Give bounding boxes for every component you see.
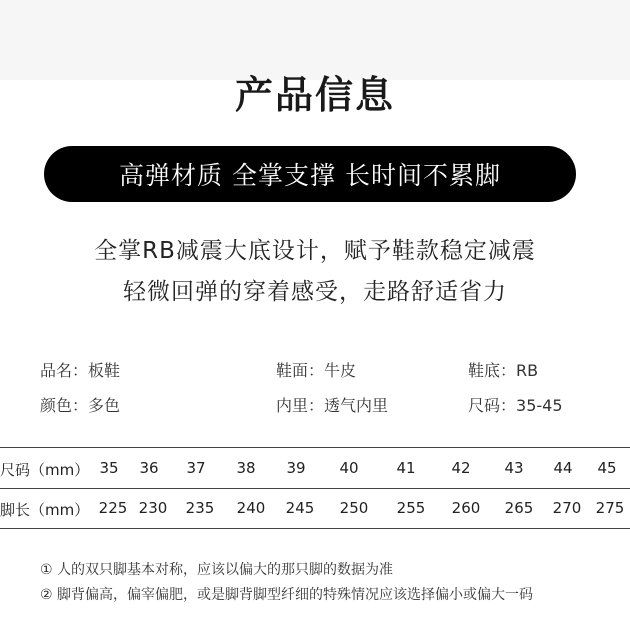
spec-sole — [468, 358, 538, 381]
size-cell: 45 — [597, 459, 617, 477]
page-title: 产品信息 — [234, 73, 395, 117]
description-line: 全掌RB减震大底设计，赋予鞋款稳定减震 — [94, 238, 536, 264]
spec-label: 内里： — [276, 396, 325, 415]
size-cell: 42 — [451, 459, 471, 477]
feature-banner — [44, 146, 576, 202]
size-cell: 35 — [99, 459, 119, 477]
feature-banner-text: 高弹材质 全掌支撑 长时间不累脚 — [119, 161, 501, 190]
spec-size — [468, 393, 563, 416]
size-cell: 44 — [553, 459, 573, 477]
length-cell: 235 — [185, 499, 215, 517]
sizing-note: ② 脚背偏高，偏宰偏肥，或是脚背脚型纤细的特殊情况应该选择偏小或偏大一码 — [40, 587, 533, 603]
table-divider — [0, 528, 630, 529]
size-cell: 43 — [504, 459, 524, 477]
size-cell: 41 — [396, 459, 416, 477]
spec-color — [40, 393, 120, 416]
spec-label: 颜色： — [40, 396, 89, 415]
foot-length-row — [0, 499, 630, 519]
spec-label: 品名： — [40, 361, 89, 380]
sizing-note: ① 人的双只脚基本对称，应该以偏大的那只脚的数据为准 — [40, 562, 393, 578]
length-cell: 275 — [595, 499, 625, 517]
foot-length-row-label: 脚长（mm） — [0, 501, 90, 519]
spec-value: 牛皮 — [324, 361, 357, 380]
description-line: 轻微回弹的穿着感受，走路舒适省力 — [123, 279, 507, 305]
size-cell: 36 — [139, 459, 159, 477]
length-cell: 240 — [236, 499, 266, 517]
size-cell: 40 — [339, 459, 359, 477]
spec-label: 鞋面： — [276, 361, 325, 380]
spec-value: 板鞋 — [88, 361, 121, 380]
spec-value: 35-45 — [516, 396, 563, 415]
spec-label: 鞋底： — [468, 361, 517, 380]
spec-label: 尺码： — [468, 396, 517, 415]
length-cell: 270 — [552, 499, 582, 517]
size-cell: 37 — [186, 459, 206, 477]
spec-upper — [276, 358, 356, 381]
length-cell: 225 — [98, 499, 128, 517]
size-row-label: 尺码（mm） — [0, 461, 90, 479]
length-cell: 265 — [504, 499, 534, 517]
table-divider — [0, 447, 630, 448]
size-cell: 39 — [286, 459, 306, 477]
length-cell: 245 — [285, 499, 315, 517]
spec-value: 多色 — [88, 396, 121, 415]
spec-name — [40, 358, 120, 381]
table-divider — [0, 488, 630, 489]
length-cell: 230 — [138, 499, 168, 517]
size-row — [0, 459, 630, 479]
size-cell: 38 — [236, 459, 256, 477]
spec-value: 透气内里 — [324, 396, 389, 415]
spec-value: RB — [516, 361, 539, 380]
length-cell: 260 — [451, 499, 481, 517]
spec-lining — [276, 393, 388, 416]
length-cell: 255 — [396, 499, 426, 517]
length-cell: 250 — [339, 499, 369, 517]
